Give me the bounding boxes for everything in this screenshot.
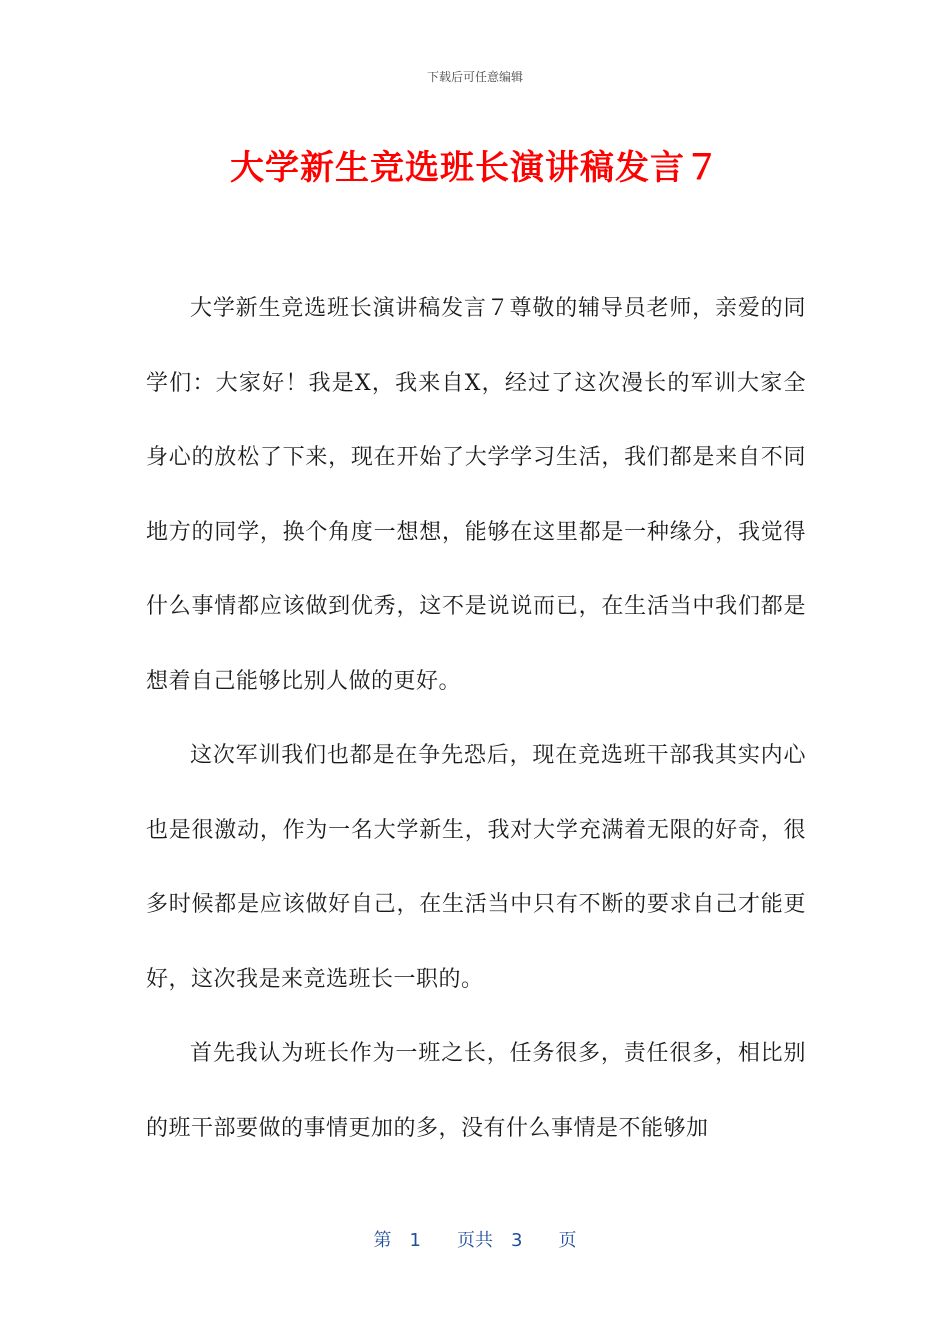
header-note: 下载后可任意编辑 (426, 70, 523, 84)
page-number-footer: 第 1 页共 3 页 (373, 1230, 577, 1251)
paragraph-3: 首先我认为班长作为一班之长，任务很多，责任很多，相比别的班干部要做的事情更加的多，没有什么事情是不能够加 (146, 1041, 806, 1141)
paragraph-1: 大学新生竞选班长演讲稿发言７尊敬的辅导员老师，亲爱的同学们：大家好！我是X，我来自X，经过了这次漫长的军训大家全身心的放松了下来，现在开始了大学学习生活，我们都是来自不同地方的同学，换个角度一想想，能够在这里都是一种缘分，我觉得什么事情都应该做到优秀，这不是说说而已，在生活当中我们都是想着自己能够比别人做的更好。 (146, 296, 806, 694)
paragraph-2: 这次军训我们也都是在争先恐后，现在竞选班干部我其实内心也是很激动，作为一名大学新生，我对大学充满着无限的好奇，很多时候都是应该做好自己，在生活当中只有不断的要求自己才能更好，这次我是来竞选班长一职的。 (146, 743, 806, 992)
document-title: 大学新生竞选班长演讲稿发言７ (230, 148, 720, 188)
document-body (146, 272, 806, 1166)
